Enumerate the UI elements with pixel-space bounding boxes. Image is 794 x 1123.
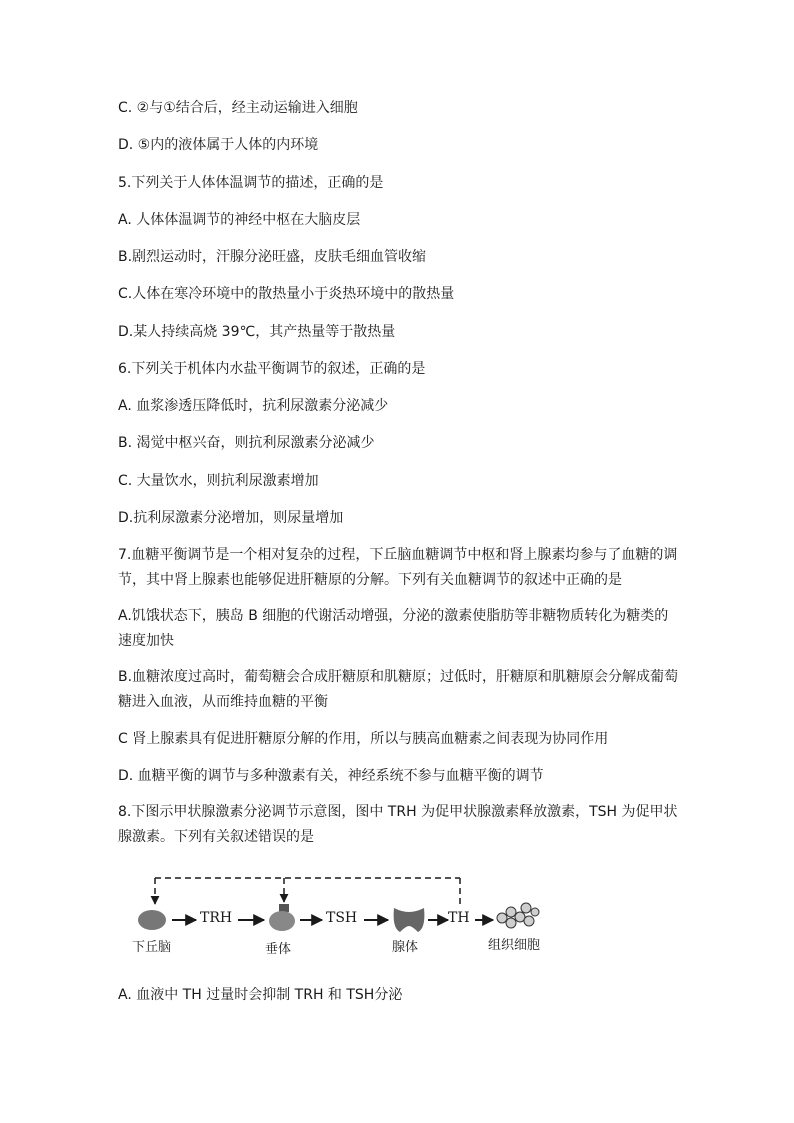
trh-label: TRH xyxy=(200,910,233,926)
question-7-stem-line-2: 节，其中肾上腺素也能够促进肝糖原的分解。下列有关血糖调节的叙述中正确的是 xyxy=(118,572,622,588)
hypothalamus-label: 下丘脑 xyxy=(132,940,172,955)
q7-option-b-line-2: 糖进入血液，从而维持血糖的平衡 xyxy=(118,694,328,710)
q7-option-a-line-1: A.饥饿状态下，胰岛 B 细胞的代谢活动增强，分泌的激素使脂肪等非糖物质转化为糖类的 xyxy=(118,608,669,624)
question-8-stem-line-1: 8.下图示甲状腺激素分泌调节示意图，图中 TRH 为促甲状腺激素释放激素，TSH 为促甲状 xyxy=(118,804,678,820)
tsh-label: TSH xyxy=(326,910,358,926)
option-c-q4: C. ②与①结合后，经主动运输进入细胞 xyxy=(118,100,358,116)
q6-option-a: A. 血浆渗透压降低时，抗利尿激素分泌减少 xyxy=(118,398,389,414)
q6-option-b: B. 渴觉中枢兴奋，则抗利尿激素分泌减少 xyxy=(118,435,375,451)
question-8-stem-line-2: 腺激素。下列有关叙述错误的是 xyxy=(118,829,314,845)
q7-option-d: D. 血糖平衡的调节与多种激素有关，神经系统不参与血糖平衡的调节 xyxy=(118,768,544,784)
feedback-dashed-lines xyxy=(155,878,460,908)
gland-label: 腺体 xyxy=(392,940,419,955)
q7-option-c: C 肾上腺素具有促进肝糖原分解的作用，所以与胰高血糖素之间表现为协同作用 xyxy=(118,731,609,747)
thyroid-regulation-diagram xyxy=(130,868,550,958)
q6-option-c: C. 大量饮水，则抗利尿激素增加 xyxy=(118,473,319,489)
q8-option-a: A. 血液中 TH 过量时会抑制 TRH 和 TSH分泌 xyxy=(118,987,403,1003)
tissue-cells-label: 组织细胞 xyxy=(488,938,541,953)
q5-option-c: C.人体在寒冷环境中的散热量小于炎热环境中的散热量 xyxy=(118,286,455,302)
q5-option-a: A. 人体体温调节的神经中枢在大脑皮层 xyxy=(118,212,361,228)
option-d-q4: D. ⑤内的液体属于人体的内环境 xyxy=(118,137,319,153)
q7-option-b-line-1: B.血糖浓度过高时，葡萄糖会合成肝糖原和肌糖原；过低时，肝糖原和肌糖原会分解成葡萄 xyxy=(118,669,679,685)
tissue-cells-shape xyxy=(497,903,539,928)
question-5-stem: 5.下列关于人体体温调节的描述，正确的是 xyxy=(118,175,384,191)
question-6-stem: 6.下列关于机体内水盐平衡调节的叙述，正确的是 xyxy=(118,361,426,377)
pituitary-shape xyxy=(269,904,295,931)
pituitary-label: 垂体 xyxy=(265,942,292,957)
th-label: TH xyxy=(448,910,470,926)
thyroid-gland-shape xyxy=(394,908,425,932)
q5-option-d: D.某人持续高烧 39℃，其产热量等于散热量 xyxy=(118,324,396,340)
q6-option-d: D.抗利尿激素分泌增加，则尿量增加 xyxy=(118,510,344,526)
hypothalamus-shape xyxy=(138,910,166,930)
q7-option-a-line-2: 速度加快 xyxy=(118,633,174,649)
question-7-stem-line-1: 7.血糖平衡调节是一个相对复杂的过程，下丘脑血糖调节中枢和肾上腺素均参与了血糖的调 xyxy=(118,547,678,563)
q5-option-b: B.剧烈运动时，汗腺分泌旺盛，皮肤毛细血管收缩 xyxy=(118,249,427,265)
